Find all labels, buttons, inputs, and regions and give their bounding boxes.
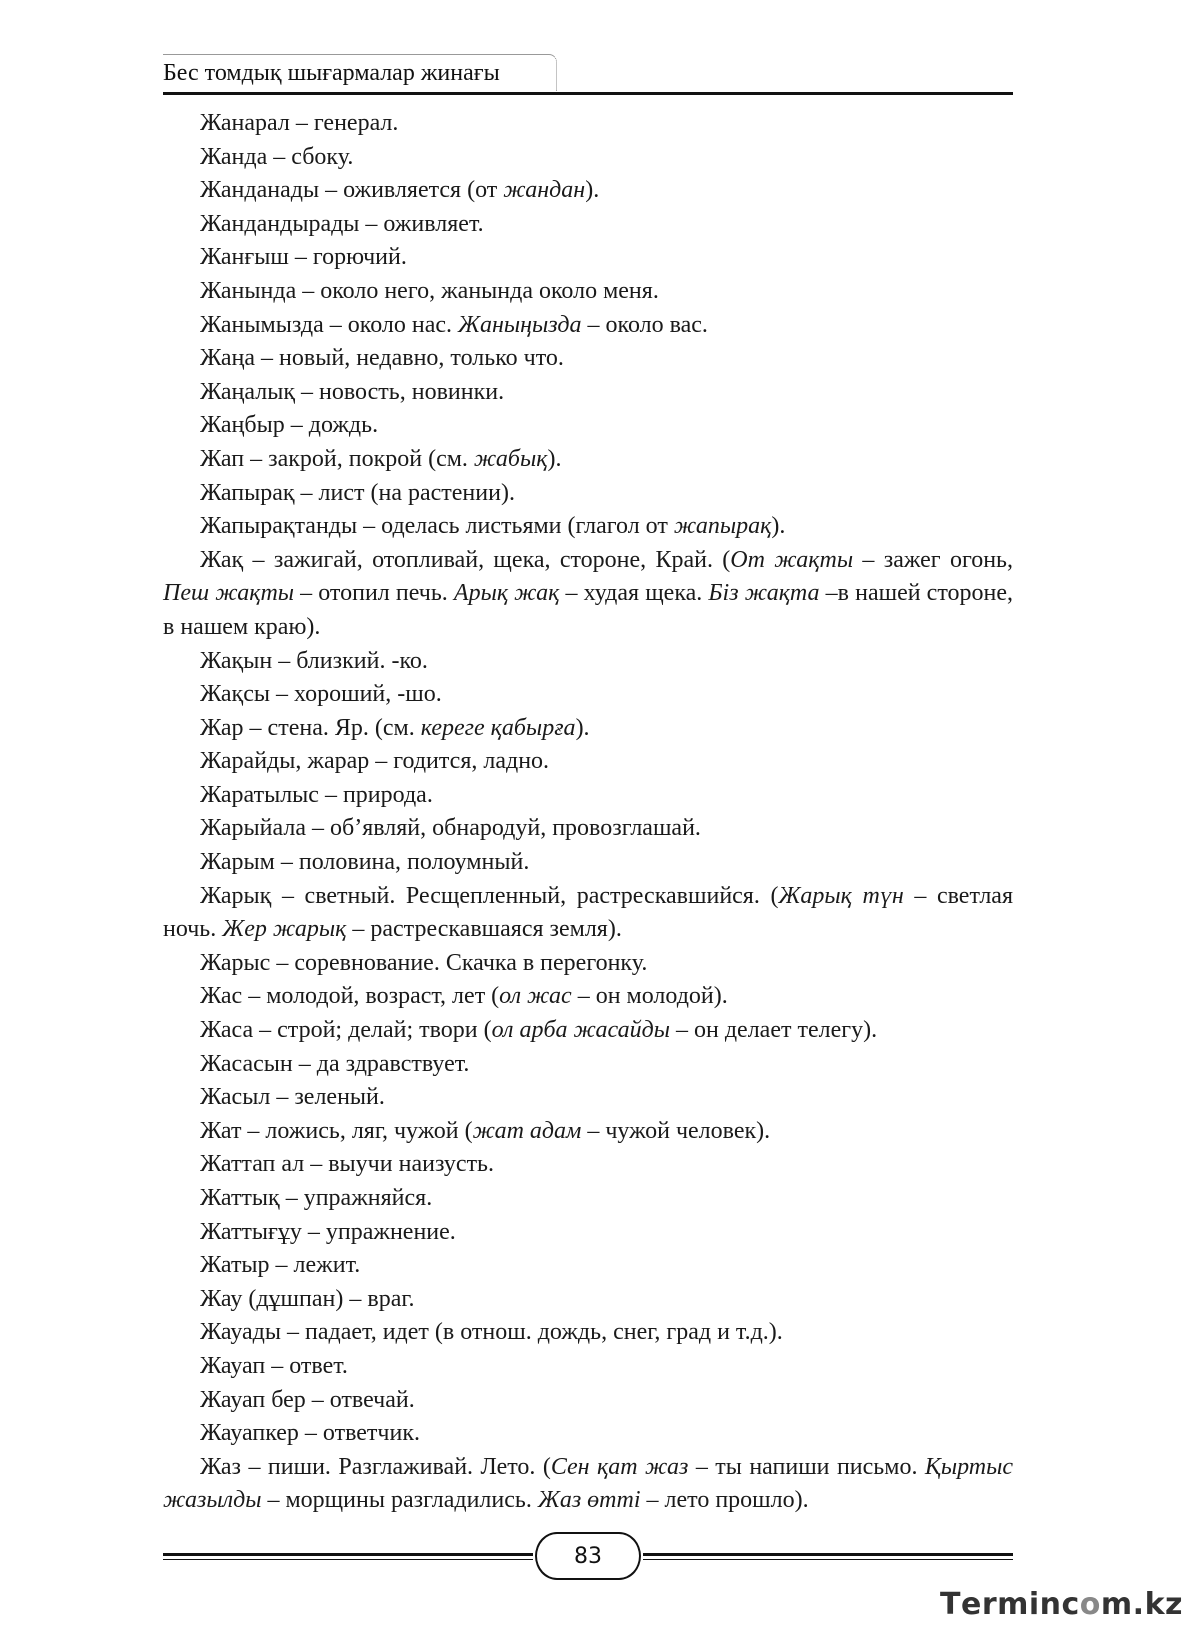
entry-example-italic: Жаныңызда xyxy=(458,311,582,338)
entry-text: Жат – ложись, ляг, чужой ( xyxy=(200,1117,473,1144)
entry-text: Жарайды, жарар – годится, ладно. xyxy=(200,748,550,775)
entry-example-italic: Пеш жақты xyxy=(163,580,295,607)
entry-text: Жаңбыр – дождь. xyxy=(200,412,379,439)
dictionary-entry xyxy=(163,275,1013,309)
entry-example-italic: жандан xyxy=(503,177,586,204)
dictionary-entry xyxy=(163,947,1013,981)
dictionary-entry xyxy=(163,779,1013,813)
entry-text: ). xyxy=(547,445,562,472)
dictionary-entry xyxy=(163,544,1013,645)
footer-rule-right xyxy=(643,1553,1013,1560)
dictionary-entry xyxy=(163,1048,1013,1082)
dictionary-entry xyxy=(163,1350,1013,1384)
entry-text: Жар – стена. Яр. (см. xyxy=(200,714,421,741)
entry-text: Жаттығұу – упражнение. xyxy=(200,1218,456,1245)
entry-text: – худая щека. xyxy=(559,580,709,607)
dictionary-entry xyxy=(163,342,1013,376)
entry-text: Жанда – сбоку. xyxy=(200,143,354,170)
dictionary-entry xyxy=(163,208,1013,242)
entry-text: Жас – молодой, возраст, лет ( xyxy=(200,983,500,1010)
entry-text: Жақ – зажигай, отопливай, щека, стороне, Край. ( xyxy=(200,546,731,573)
dictionary-entry xyxy=(163,1451,1013,1518)
entry-text: – ты напиши письмо. xyxy=(688,1453,925,1480)
dictionary-entry xyxy=(163,1148,1013,1182)
entry-text: Жанданады – оживляется (от xyxy=(200,177,504,204)
entry-example-italic: жапырақ xyxy=(673,513,772,540)
dictionary-entry xyxy=(163,712,1013,746)
entry-text: Жарыс – соревнование. Скачка в перегонку. xyxy=(200,949,648,976)
entry-text: – чужой человек). xyxy=(581,1117,771,1144)
dictionary-entry xyxy=(163,477,1013,511)
dictionary-entry xyxy=(163,846,1013,880)
entry-text: Жатыр – лежит. xyxy=(200,1252,361,1279)
page-number: 83 xyxy=(574,1543,602,1569)
watermark-logo xyxy=(940,1586,1183,1630)
dictionary-entry xyxy=(163,107,1013,141)
dictionary-entry xyxy=(163,645,1013,679)
header-title: Бес томдық шығармалар жинағы xyxy=(163,60,500,86)
entry-text: – лето прошло). xyxy=(640,1487,809,1514)
dictionary-entry xyxy=(163,1316,1013,1350)
entry-text: ). xyxy=(771,513,786,540)
entry-example-italic: кереге қабырға xyxy=(420,714,576,741)
dictionary-entry xyxy=(163,812,1013,846)
entry-example-italic: Қыртыс жазылды xyxy=(163,1453,1014,1514)
entry-example-italic: Сен қат жаз xyxy=(550,1453,689,1480)
entry-example-italic: Жаз өтті xyxy=(537,1487,641,1514)
entry-text: Жауапкер – ответчик. xyxy=(200,1420,420,1447)
entry-text: Жаттық – упражняйся. xyxy=(200,1185,433,1211)
entry-text: Жарым – половина, полоумный. xyxy=(200,849,530,876)
entry-text: Жапырақ – лист (на растении). xyxy=(200,479,515,506)
dictionary-entry xyxy=(163,980,1013,1014)
dictionary-entry xyxy=(163,1283,1013,1317)
entry-text: Жапырақтанды – оделась листьями (глагол от xyxy=(200,513,674,540)
entry-text: Жанғыш – горючий. xyxy=(200,244,407,271)
entry-text: –в нашей стороне, в нашем краю). xyxy=(163,580,1013,640)
page-number-badge xyxy=(535,1532,641,1580)
dictionary-entry xyxy=(163,174,1013,208)
dictionary-entry xyxy=(163,1081,1013,1115)
dictionary-entry xyxy=(163,1384,1013,1418)
entry-text: Жанарал – генерал. xyxy=(200,110,399,136)
footer-rule-left xyxy=(163,1553,533,1560)
dictionary-entry xyxy=(163,510,1013,544)
entry-text: Жаңа – новый, недавно, только что. xyxy=(200,345,564,372)
entry-text: Жауап – ответ. xyxy=(200,1352,348,1379)
dictionary-entry xyxy=(163,1115,1013,1149)
entry-text: Жасыл – зеленый. xyxy=(200,1084,385,1111)
page-footer xyxy=(163,1532,1013,1584)
entry-example-italic: ол арба жасайды xyxy=(491,1017,670,1044)
entry-example-italic: ол жас xyxy=(499,983,572,1010)
dictionary-entry xyxy=(163,745,1013,779)
dictionary-entries xyxy=(163,107,1013,1518)
dictionary-entry xyxy=(163,1417,1013,1451)
entry-example-italic: От жақты xyxy=(730,546,854,573)
dictionary-entry xyxy=(163,1182,1013,1216)
entry-text: Жақсы – хороший, -шо. xyxy=(200,681,442,708)
entry-text: Жасасын – да здравствует. xyxy=(200,1050,470,1077)
entry-example-italic: жат адам xyxy=(472,1117,582,1144)
entry-text: – около вас. xyxy=(581,311,708,338)
entry-example-italic: Арық жақ xyxy=(453,580,560,607)
dictionary-entry xyxy=(163,880,1013,947)
dictionary-entry xyxy=(163,1249,1013,1283)
entry-text: Жаса – строй; делай; твори ( xyxy=(200,1017,492,1044)
watermark-o: o xyxy=(1079,1587,1101,1622)
dictionary-entry xyxy=(163,376,1013,410)
entry-text: Жаңалық – новость, новинки. xyxy=(200,378,505,405)
dictionary-entry xyxy=(163,141,1013,175)
entry-text: – он молодой). xyxy=(571,983,728,1010)
entry-example-italic: Жер жарық xyxy=(222,916,347,943)
dictionary-entry xyxy=(163,309,1013,343)
entry-text: ). xyxy=(575,714,590,741)
header-rule xyxy=(163,92,1013,95)
entry-example-italic: Біз жақта xyxy=(708,580,820,607)
entry-text: Жау (дұшпан) – враг. xyxy=(200,1285,415,1312)
dictionary-entry xyxy=(163,1014,1013,1048)
dictionary-entry xyxy=(163,1216,1013,1250)
entry-text: – отопил печь. xyxy=(294,580,454,607)
watermark-text-start: T xyxy=(940,1587,961,1622)
entry-text: – растрескавшаяся земля). xyxy=(346,916,622,943)
entry-text: Жауады – падает, идет (в отнош. дождь, снег, град и т.д.). xyxy=(200,1319,783,1346)
page-header xyxy=(163,54,1013,96)
dictionary-entry xyxy=(163,409,1013,443)
watermark-text-mid: erminc xyxy=(960,1587,1080,1622)
entry-text: Жанымызда – около нас. xyxy=(200,311,458,338)
entry-example-italic: жабық xyxy=(473,445,548,472)
dictionary-entry xyxy=(163,678,1013,712)
dictionary-entry xyxy=(163,443,1013,477)
entry-text: – зажег огонь, xyxy=(853,546,1014,573)
entry-text: Жаратылыс – природа. xyxy=(200,781,433,808)
entry-text: Жаз – пиши. Разглаживай. Лето. ( xyxy=(200,1453,551,1480)
entry-text: – светлая ночь. xyxy=(163,882,1013,943)
entry-text: Жандандырады – оживляет. xyxy=(200,210,484,237)
entry-text: – морщины разгладились. xyxy=(261,1487,538,1514)
entry-text: – он делает телегу). xyxy=(669,1017,878,1044)
dictionary-entry xyxy=(163,241,1013,275)
entry-text: Жарыйала – об’являй, обнародуй, провозглашай. xyxy=(200,815,701,842)
entry-text: Жанында – около него, жанында около меня. xyxy=(200,277,659,304)
watermark-text-end: m.kz xyxy=(1100,1587,1183,1622)
entry-text: Жап – закрой, покрой (см. xyxy=(200,445,474,472)
entry-text: Жарық – светный. Ресщепленный, растрескавшийся. ( xyxy=(200,882,779,909)
entry-text: ). xyxy=(585,177,600,204)
entry-text: Жауап бер – отвечай. xyxy=(200,1386,415,1413)
entry-example-italic: Жарық түн xyxy=(778,882,904,909)
entry-text: Жаттап ал – выучи наизусть. xyxy=(200,1151,494,1178)
entry-text: Жақын – близкий. -ко. xyxy=(200,647,428,674)
